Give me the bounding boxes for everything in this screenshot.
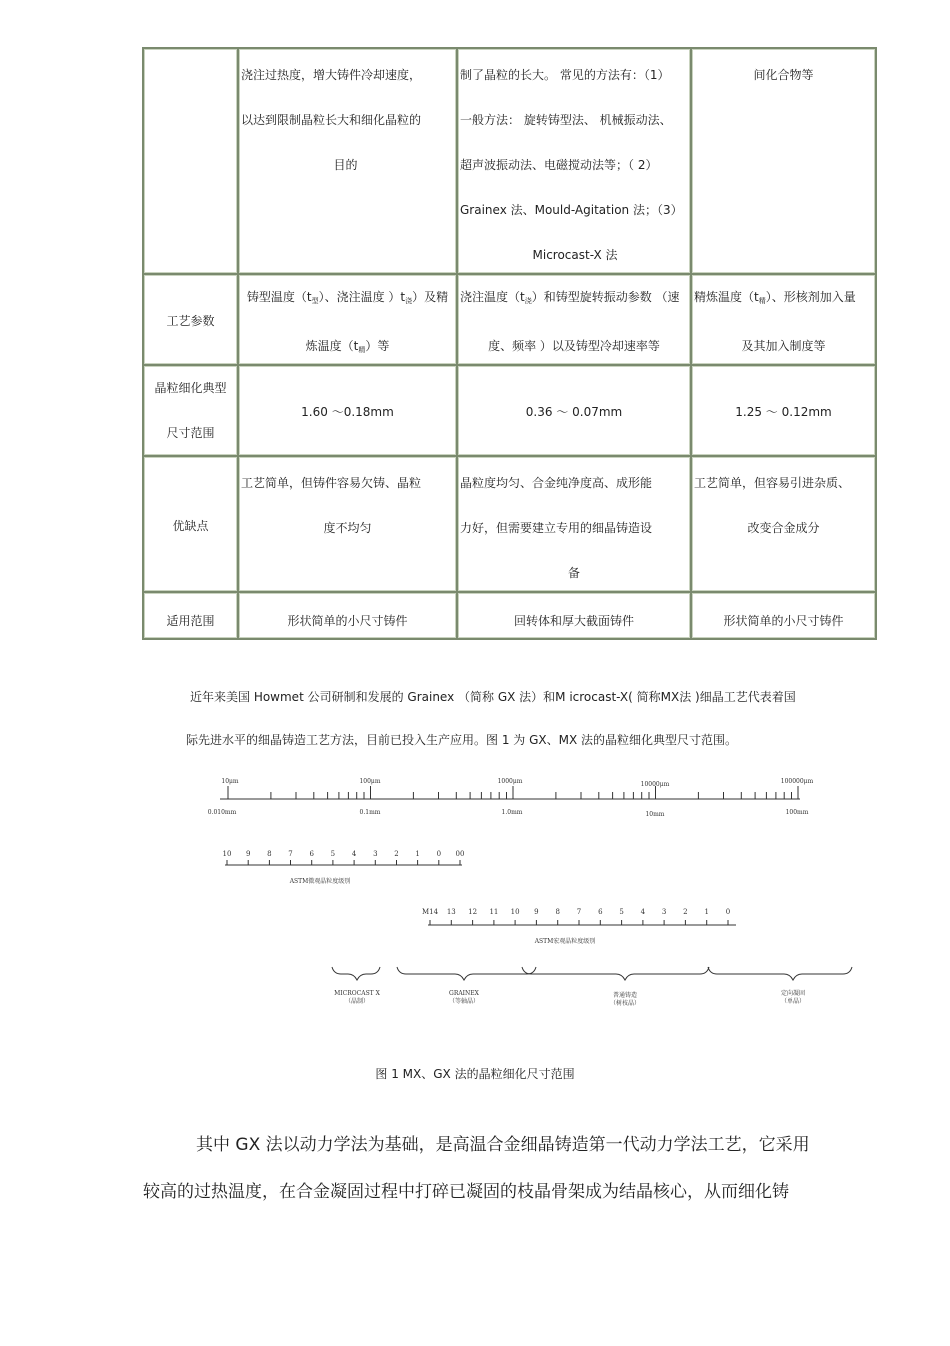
- table-cell-r3-c2: [456, 364, 692, 457]
- size-range: 1.25 ～ 0.12mm: [735, 405, 832, 419]
- micro-grain-number: 1: [415, 850, 420, 858]
- grain-size-figure: [200, 768, 860, 1018]
- method-sublabel: （单晶）: [780, 998, 806, 1005]
- macro-grain-number: 12: [468, 908, 478, 916]
- macro-grain-number: 1: [704, 908, 709, 916]
- macro-scale-caption: ASTM宏观晶粒度级别: [534, 938, 596, 945]
- scale-label-bottom: 1.0mm: [501, 809, 523, 816]
- cell-text: 浇注温度（t: [460, 290, 525, 304]
- scale-label-top: 10000μm: [640, 781, 670, 788]
- table-cell-r1-label: [142, 47, 239, 275]
- table-cell-r3-label: [142, 364, 239, 457]
- micro-grain-number: 4: [351, 850, 357, 858]
- row-label: 工艺参数: [166, 314, 215, 328]
- cell-text: ）和铸型旋转振动参数 （速: [531, 290, 680, 304]
- subscript: 浇: [405, 297, 413, 305]
- grain-size-scale-diagram: [200, 768, 860, 1018]
- brace-conventional: [522, 967, 709, 980]
- micro-grain-number: 0: [436, 850, 442, 858]
- subscript: 浇: [524, 297, 532, 305]
- micro-grain-number: 9: [245, 850, 251, 858]
- macro-grain-number: 13: [446, 908, 456, 916]
- scale-label-top: 1000μm: [497, 778, 523, 785]
- cell-line: 制了晶粒的长大。 常见的方法有：（1）: [460, 68, 670, 82]
- applicable-range: 形状简单的小尺寸铸件: [287, 614, 408, 628]
- cell-text: ）及精: [412, 290, 449, 304]
- cell-text: 精炼温度（t: [694, 290, 759, 304]
- scale-label-top: 100μm: [359, 778, 381, 785]
- table-cell-r4-label: [142, 455, 239, 593]
- row-label: 适用范围: [166, 614, 215, 628]
- micro-scale-ticks: [227, 860, 460, 865]
- applicable-range: 回转体和厚大截面铸件: [513, 614, 634, 628]
- row-label: 尺寸范围: [166, 426, 215, 440]
- micro-scale-caption: ASTM微观晶粒度级别: [289, 878, 351, 885]
- macro-grain-number: 9: [534, 908, 539, 916]
- cell-line: 及其加入制度等: [741, 339, 826, 353]
- size-range: 0.36 ～ 0.07mm: [525, 405, 623, 419]
- cell-text: 炼温度（t: [305, 339, 359, 353]
- subscript: 精: [358, 346, 366, 354]
- brace-microcast: [332, 967, 380, 980]
- scale-label-bottom: 0.010mm: [207, 809, 237, 816]
- micro-grain-number: 3: [373, 850, 378, 858]
- body-line-1: 其中 GX 法以动力学法为基础，是高温合金细晶铸造第一代动力学法工艺，它采用: [196, 1135, 810, 1155]
- cell-line: Microcast-X 法: [532, 248, 618, 262]
- cell-text: ）、形核剂加入量: [765, 290, 856, 304]
- cell-line: 度、频率 ）以及铸型冷却速率等: [488, 339, 660, 353]
- row-label: 晶粒细化典型: [154, 381, 227, 395]
- table-cell-r2-label: [142, 273, 239, 366]
- cell-line: 浇注过热度，增大铸件冷却速度，: [241, 68, 422, 82]
- main-scale-ticks: [228, 786, 798, 799]
- micro-grain-number: 10: [222, 850, 232, 858]
- macro-grain-number: M14: [421, 908, 439, 916]
- macro-scale-ticks: [430, 920, 728, 925]
- cell-line: 备: [567, 566, 580, 580]
- cell-line: 改变合金成分: [747, 521, 820, 535]
- method-sublabel: （树枝晶）: [609, 1000, 641, 1007]
- table-cell-r2-c3: [690, 273, 877, 366]
- table-cell-r3-c3: [690, 364, 877, 457]
- scale-label-bottom: 10mm: [645, 811, 665, 818]
- scale-label-bottom: 0.1mm: [359, 809, 381, 816]
- table-cell-r2-c1: [237, 273, 458, 366]
- table-cell-r4-c1: [237, 455, 458, 593]
- macro-grain-number: 8: [555, 908, 560, 916]
- scale-label-bottom: 100mm: [785, 809, 809, 816]
- process-comparison-table: [142, 47, 877, 640]
- intro-line-1: 近年来美国 Howmet 公司研制和发展的 Grainex （简称 GX 法）和M icrocast-X( 简称MX法 )细晶工艺代表着国: [190, 690, 796, 704]
- method-label: GRAINEX: [449, 990, 479, 997]
- cell-line: 间化合物等: [753, 68, 814, 82]
- micro-grain-number: 5: [330, 850, 336, 858]
- table-cell-r2-c2: [456, 273, 692, 366]
- micro-grain-number: 7: [288, 850, 293, 858]
- table-cell-r4-c3: [690, 455, 877, 593]
- size-range: 1.60 ～0.18mm: [301, 405, 394, 419]
- table-cell-r1-c2: [456, 47, 692, 275]
- cell-line: Grainex 法、Mould-Agitation 法；（3）: [460, 203, 683, 217]
- macro-grain-number: 2: [683, 908, 688, 916]
- brace-grainex: [397, 967, 536, 980]
- macro-grain-number: 7: [576, 908, 582, 916]
- cell-line: 超声波振动法、电磁搅动法等；（ 2）: [460, 158, 658, 172]
- method-sublabel: （晶制）: [344, 998, 370, 1005]
- body-line-2: 较高的过热温度，在合金凝固过程中打碎已凝固的枝晶骨架成为结晶核心，从而细化铸: [143, 1182, 789, 1202]
- method-label: MICROCAST X: [334, 990, 380, 997]
- table-cell-r4-c2: [456, 455, 692, 593]
- cell-line: 度不均匀: [323, 521, 372, 535]
- table-cell-r5-c1: [237, 591, 458, 640]
- scale-label-top: 10μm: [221, 778, 239, 785]
- method-label: 普通铸造: [612, 992, 638, 999]
- cell-line: 力好，但需要建立专用的细晶铸造设: [460, 521, 653, 535]
- cell-line: 工艺简单，但铸件容易欠铸、晶粒: [241, 476, 422, 490]
- cell-line: 目的: [333, 158, 358, 172]
- method-sublabel: （等轴晶）: [448, 998, 480, 1005]
- table-cell-r5-label: [142, 591, 239, 640]
- cell-text: ）等: [365, 339, 390, 353]
- micro-grain-number: 00: [455, 850, 465, 858]
- macro-grain-number: 10: [510, 908, 520, 916]
- scale-label-top: 100000μm: [780, 778, 814, 785]
- row-label: 优缺点: [172, 519, 209, 533]
- intro-line-2: 际先进水平的细晶铸造工艺方法，目前已投入生产应用。图 1 为 GX、MX 法的晶粒细化典型尺寸范围。: [186, 733, 737, 747]
- cell-line: 晶粒度均匀、合金纯净度高、成形能: [460, 476, 653, 490]
- table-cell-r1-c3: [690, 47, 877, 275]
- method-label: 定向凝固: [780, 990, 806, 997]
- cell-line: 工艺简单，但容易引进杂质、: [694, 476, 851, 490]
- macro-grain-number: 11: [489, 908, 499, 916]
- table-cell-r5-c2: [456, 591, 692, 640]
- micro-grain-numbers: [223, 850, 465, 858]
- applicable-range: 形状简单的小尺寸铸件: [723, 614, 844, 628]
- table-cell-r3-c1: [237, 364, 458, 457]
- figure-caption: 图 1 MX、GX 法的晶粒细化尺寸范围: [375, 1067, 575, 1081]
- macro-grain-number: 6: [598, 908, 603, 916]
- subscript: 型: [311, 297, 319, 305]
- macro-grain-numbers: [422, 908, 730, 916]
- micro-grain-number: 2: [394, 850, 399, 858]
- cell-text: 铸型温度（t: [246, 290, 312, 304]
- subscript: 精: [758, 297, 766, 305]
- cell-line: 以达到限制晶粒长大和细化晶粒的: [241, 113, 422, 127]
- cell-text: ）、浇注温度 ）t: [318, 290, 406, 304]
- cell-line: 一般方法： 旋转铸型法、 机械振动法、: [460, 113, 672, 127]
- table-cell-r1-c1: [237, 47, 458, 275]
- micro-grain-number: 8: [267, 850, 272, 858]
- table-cell-r5-c3: [690, 591, 877, 640]
- macro-grain-number: 3: [661, 908, 667, 916]
- macro-grain-number: 4: [640, 908, 646, 916]
- macro-grain-number: 5: [619, 908, 624, 916]
- micro-grain-number: 6: [309, 850, 314, 858]
- brace-directional: [708, 967, 852, 980]
- macro-grain-number: 0: [725, 908, 731, 916]
